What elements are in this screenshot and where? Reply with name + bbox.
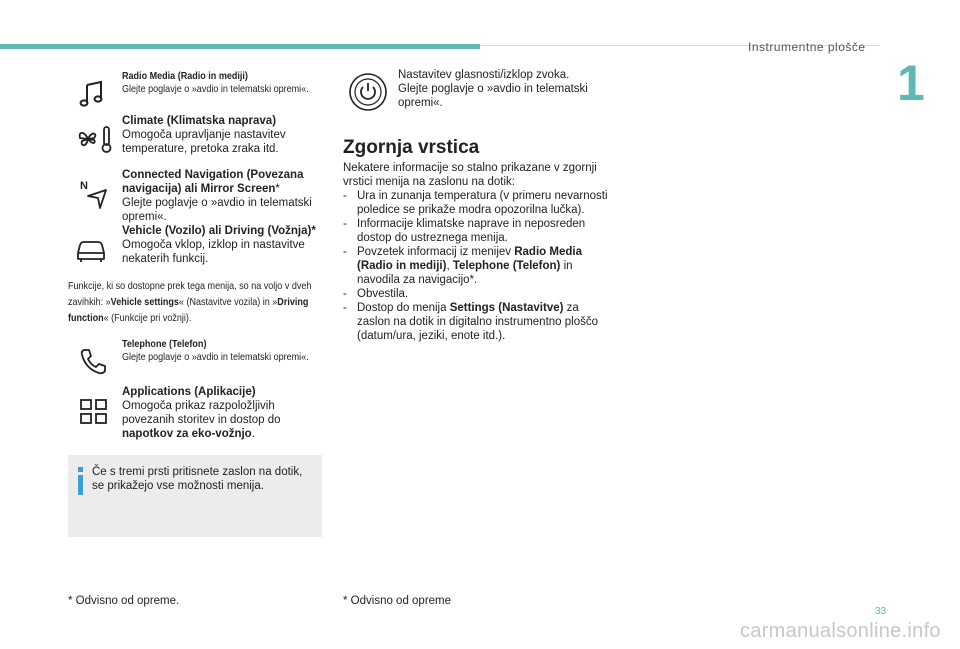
para-bold-driving-function: Driving function xyxy=(68,296,309,324)
navigation-desc: Glejte poglavje o »avdio in telematski opremi«. xyxy=(122,197,312,223)
para-text-1: Funkcije, ki so dostopne prek tega menija, so na voljo v dveh zavihkih: » xyxy=(68,280,312,308)
list-item-bold-telephone: Telephone (Telefon) xyxy=(452,260,561,272)
car-icon xyxy=(74,233,108,267)
list-item-text: Informacije klimatske naprave in neposreden dostop do ustreznega menija. xyxy=(357,218,586,244)
top-bar-intro: Nekatere informacije so stalno prikazane v zgornji vrstici menija na zaslonu na dotik: xyxy=(343,162,597,188)
list-item xyxy=(343,189,613,217)
list-item xyxy=(343,245,613,287)
top-bar-list xyxy=(343,189,613,343)
applications-desc-text: Omogoča prikaz razpoložljivih povezanih storitev in dostop do xyxy=(122,400,281,426)
list-item-text: , xyxy=(446,260,453,272)
section-title: Instrumentne plošče xyxy=(748,40,866,54)
navigation-arrow-icon xyxy=(78,178,112,212)
list-item-text: Ura in zunanja temperatura (v primeru nevarnosti poledice se prikaže modra opozorilna lučka). xyxy=(357,190,608,216)
info-note-text: Če s tremi prsti pritisnete zaslon na dotik, se prikažejo vse možnosti menija. xyxy=(92,466,303,492)
applications-desc-end: . xyxy=(251,428,255,440)
list-item xyxy=(343,287,613,301)
vehicle-title-asterisk: * xyxy=(311,225,316,237)
left-footnote: * Odvisno od opreme. xyxy=(68,595,180,607)
list-item-text: Dostop do menija xyxy=(357,302,450,314)
music-note-icon xyxy=(75,77,109,111)
para-text-2: « (Nastavitve vozila) in » xyxy=(178,296,278,308)
list-dash: - xyxy=(343,190,347,202)
radio-media-title: Radio Media (Radio in mediji) xyxy=(122,70,248,82)
top-bar-heading: Zgornja vrstica xyxy=(343,137,480,158)
header-accent-bar xyxy=(0,44,480,49)
volume-desc: Nastavitev glasnosti/izklop zvoka. Glejte poglavje o »avdio in telematski opremi«. xyxy=(398,69,588,109)
vehicle-desc: Omogoča vklop, izklop in nastavitve nekaterih funkcij. xyxy=(122,239,305,265)
telephone-desc: Glejte poglavje o »avdio in telematski opremi«. xyxy=(122,351,309,363)
page-number: 33 xyxy=(875,606,887,617)
navigation-title xyxy=(122,168,322,196)
vehicle-title xyxy=(122,224,316,238)
list-dash: - xyxy=(343,302,347,314)
list-item-bold-radio: Radio Media (Radio in mediji) xyxy=(357,246,582,272)
power-button-icon xyxy=(348,72,388,112)
right-footnote: * Odvisno od opreme xyxy=(343,595,452,607)
telephone-title: Telephone (Telefon) xyxy=(122,338,207,350)
list-dash: - xyxy=(343,218,347,230)
para-text-3: « (Funkcije pri vožnji). xyxy=(103,312,192,324)
list-item-text: za zaslon na dotik in digitalno instrumentno ploščo (datum/ura, jeziki, enote itd.). xyxy=(357,302,599,342)
vehicle-title-text: Vehicle (Vozilo) ali Driving (Vožnja) xyxy=(122,225,312,237)
info-note-box xyxy=(68,455,322,537)
applications-desc-bold: napotkov za eko-vožnjo xyxy=(122,428,252,440)
applications-title: Applications (Aplikacije) xyxy=(122,386,256,398)
phone-icon xyxy=(76,344,110,378)
para-bold-vehicle-settings: Vehicle settings xyxy=(110,296,179,308)
list-item xyxy=(343,217,613,245)
radio-media-desc: Glejte poglavje o »avdio in telematski opremi«. xyxy=(122,83,309,95)
list-dash: - xyxy=(343,246,347,258)
list-dash: - xyxy=(343,288,347,300)
climate-desc: Omogoča upravljanje nastavitev temperature, pretoka zraka itd. xyxy=(122,129,286,155)
chapter-number: 1 xyxy=(897,55,925,111)
list-item-text: Obvestila. xyxy=(357,288,409,300)
applications-desc xyxy=(122,399,302,441)
apps-grid-icon xyxy=(76,395,110,429)
list-item-bold-settings: Settings (Nastavitve) xyxy=(449,302,564,314)
list-item-text: Povzetek informacij iz menijev xyxy=(357,246,515,258)
climate-title: Climate (Klimatska naprava) xyxy=(122,115,277,127)
navigation-n-letter: N xyxy=(80,180,88,192)
info-icon xyxy=(78,467,83,495)
vehicle-menu-paragraph xyxy=(68,278,326,326)
fan-thermometer-icon xyxy=(74,122,114,156)
list-item xyxy=(343,301,613,343)
navigation-title-asterisk: * xyxy=(275,183,280,195)
list-item-text: in navodila za navigacijo*. xyxy=(357,260,573,286)
watermark: carmanualsonline.info xyxy=(740,620,941,642)
navigation-title-text: Connected Navigation (Povezana navigacija) ali Mirror Screen xyxy=(122,169,304,195)
